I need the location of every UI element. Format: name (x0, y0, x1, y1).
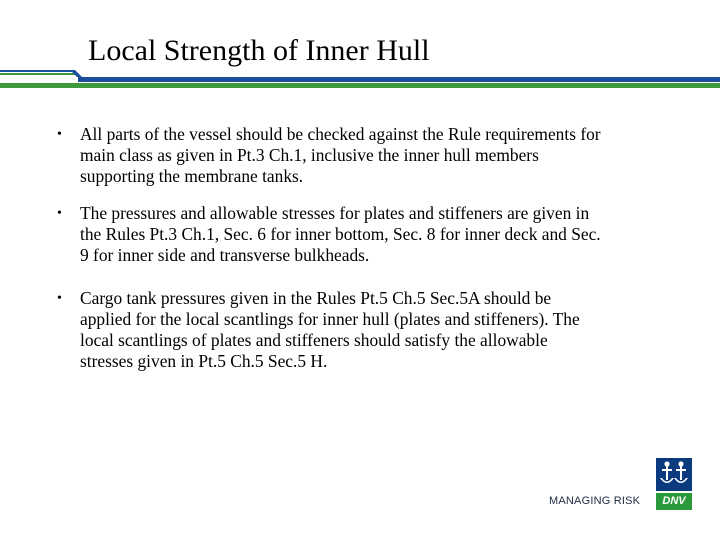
stripe-blue-main (78, 77, 720, 82)
dnv-logo (656, 458, 692, 512)
dnv-wordmark: DNV (656, 493, 692, 510)
bullet-line: The pressures and allowable stresses for plates and stiffeners are given in (80, 203, 590, 223)
dnv-ship-logo-icon (656, 458, 692, 491)
bullet-line: the Rules Pt.3 Ch.1, Sec. 6 for inner bottom, Sec. 8 for inner deck and Sec. (80, 224, 601, 244)
bullet-line: applied for the local scantlings for inner hull (plates and stiffeners). The (80, 309, 580, 329)
bullet-list (57, 124, 687, 388)
bullet-dot-icon: • (57, 206, 62, 221)
stripe-green-main (0, 83, 720, 88)
bullet-dot-icon: • (57, 127, 62, 142)
bullet-item (57, 124, 687, 187)
bullet-line: stresses given in Pt.5 Ch.5 Sec.5 H. (80, 351, 328, 371)
bullet-line: 9 for inner side and transverse bulkheads. (80, 245, 370, 265)
stripe-blue-left (0, 70, 75, 72)
bullet-line: supporting the membrane tanks. (80, 166, 304, 186)
ship-emblem-icon (656, 458, 692, 491)
bullet-item (57, 288, 687, 372)
header-stripes (0, 70, 720, 92)
bullet-item (57, 203, 687, 266)
bullet-line: local scantlings of plates and stiffeners should satisfy the allowable (80, 330, 548, 350)
bullet-line: Cargo tank pressures given in the Rules Pt.5 Ch.5 Sec.5A should be (80, 288, 552, 308)
bullet-line: All parts of the vessel should be checked against the Rule requirements for (80, 124, 601, 144)
bullet-line: main class as given in Pt.3 Ch.1, inclusive the inner hull members (80, 145, 539, 165)
bullet-dot-icon: • (57, 291, 62, 306)
footer-tagline: MANAGING RISK (549, 495, 641, 507)
page-title: Local Strength of Inner Hull (88, 34, 430, 67)
stripe-green-left (0, 73, 75, 75)
